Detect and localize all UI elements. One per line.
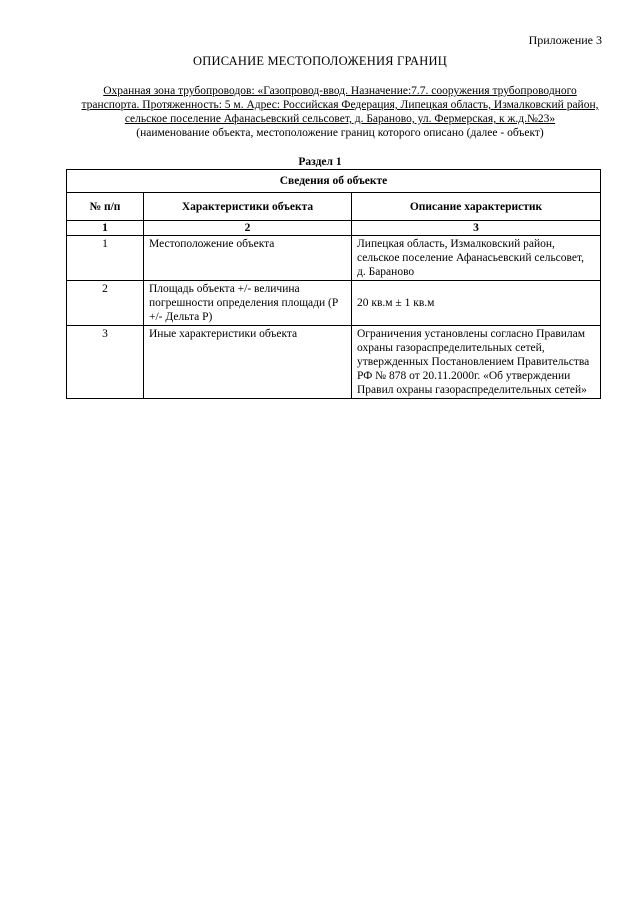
column-header-characteristic: Характеристики объекта [144, 193, 352, 221]
row-characteristic: Площадь объекта +/- величина погрешности определения площади (Р +/- Дельта Р) [144, 281, 352, 326]
appendix-label: Приложение 3 [528, 33, 602, 47]
row-description: Ограничения установлены согласно Правилам охраны газораспределительных сетей, утвержденных Постановлением Правительства РФ № 878 от 20.11.2000г. «Об утверждении Правил охраны газораспределительных сетей» [352, 326, 601, 399]
row-num: 3 [67, 326, 144, 399]
row-num: 1 [67, 236, 144, 281]
column-header-description: Описание характеристик [352, 193, 601, 221]
table-row [67, 326, 601, 399]
row-characteristic: Иные характеристики объекта [144, 326, 352, 399]
document-title: ОПИСАНИЕ МЕСТОПОЛОЖЕНИЯ ГРАНИЦ [193, 54, 447, 68]
section-title: Раздел 1 [298, 156, 342, 168]
table-caption-row [67, 170, 601, 193]
table-caption: Сведения об объекте [67, 170, 601, 193]
table-row [67, 281, 601, 326]
object-info-table [66, 169, 601, 399]
object-description: Охранная зона трубопроводов: «Газопровод-ввод. Назначение:7.7. сооружения трубопроводного транспорта. Протяженность: 5 м. Адрес: Российская Федерация, Липецкая область, Измалковский район, сельское поселение Афанасьевский сельсовет, д. Бараново, ул. Фермерская, к ж.д.№23» [81, 85, 599, 125]
column-number: 2 [144, 221, 352, 236]
object-description-caption: (наименование объекта, местоположение границ которого описано (далее - объект) [136, 127, 544, 139]
row-characteristic: Местоположение объекта [144, 236, 352, 281]
column-number: 1 [67, 221, 144, 236]
column-number: 3 [352, 221, 601, 236]
row-description: Липецкая область, Измалковский район, сельское поселение Афанасьевский сельсовет, д. Бараново [352, 236, 601, 281]
table-header-row [67, 193, 601, 221]
row-num: 2 [67, 281, 144, 326]
column-header-num: № п/п [67, 193, 144, 221]
object-description-block [80, 84, 600, 140]
row-description: 20 кв.м ± 1 кв.м [352, 281, 601, 326]
column-number-row [67, 221, 601, 236]
table-row [67, 236, 601, 281]
